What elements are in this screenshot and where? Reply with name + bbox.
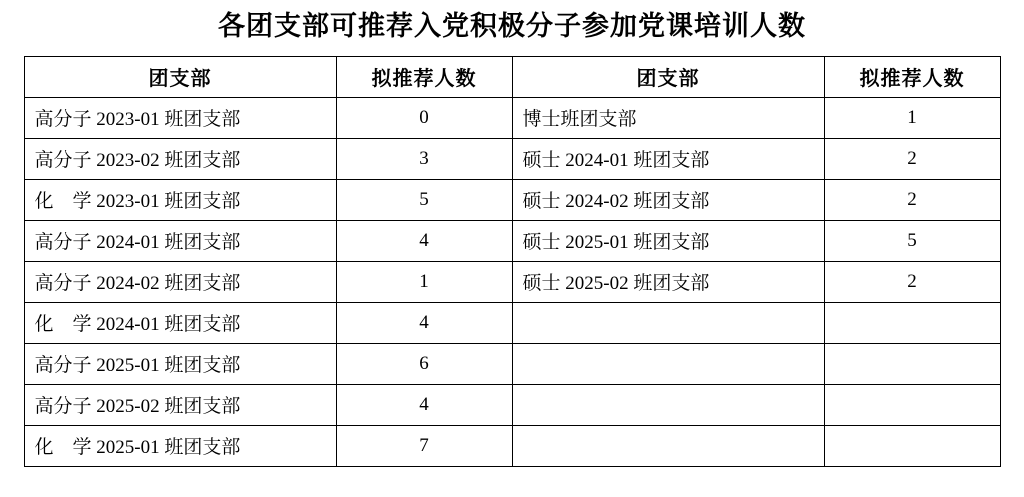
table-row (24, 302, 1000, 343)
branch-name-right-empty (512, 302, 824, 343)
branch-count-left: 4 (336, 302, 512, 343)
table-row (24, 97, 1000, 138)
branch-name-left: 高分子 2025-01 班团支部 (24, 343, 336, 384)
branch-count-right-empty (824, 384, 1000, 425)
branch-count-left: 3 (336, 138, 512, 179)
branch-name-right: 硕士 2024-01 班团支部 (512, 138, 824, 179)
branch-name-left: 高分子 2023-02 班团支部 (24, 138, 336, 179)
table-row (24, 220, 1000, 261)
branch-name-right-empty (512, 343, 824, 384)
branch-name-right: 硕士 2024-02 班团支部 (512, 179, 824, 220)
branch-name-left: 化 学 2025-01 班团支部 (24, 425, 336, 466)
branch-name-left: 化 学 2023-01 班团支部 (24, 179, 336, 220)
branch-name-left: 高分子 2024-01 班团支部 (24, 220, 336, 261)
branch-name-left: 高分子 2024-02 班团支部 (24, 261, 336, 302)
branch-count-right: 2 (824, 179, 1000, 220)
branch-count-left: 6 (336, 343, 512, 384)
recommendation-table (24, 56, 1001, 467)
branch-name-right: 博士班团支部 (512, 97, 824, 138)
branch-name-right: 硕士 2025-02 班团支部 (512, 261, 824, 302)
branch-count-left: 7 (336, 425, 512, 466)
branch-count-left: 0 (336, 97, 512, 138)
table-header-row (24, 56, 1000, 97)
column-header-count-left: 拟推荐人数 (336, 56, 512, 97)
page-title: 各团支部可推荐入党积极分子参加党课培训人数 (218, 11, 806, 41)
branch-count-right-empty (824, 343, 1000, 384)
table-row (24, 343, 1000, 384)
table-row (24, 384, 1000, 425)
column-header-count-right: 拟推荐人数 (824, 56, 1000, 97)
table-header (24, 56, 1000, 97)
branch-count-right-empty (824, 302, 1000, 343)
branch-name-right: 硕士 2025-01 班团支部 (512, 220, 824, 261)
column-header-branch-right: 团支部 (512, 56, 824, 97)
column-header-branch-left: 团支部 (24, 56, 336, 97)
branch-name-right-empty (512, 384, 824, 425)
branch-count-left: 1 (336, 261, 512, 302)
table-row (24, 179, 1000, 220)
branch-count-right: 2 (824, 138, 1000, 179)
table-row (24, 138, 1000, 179)
branch-count-right: 1 (824, 97, 1000, 138)
branch-name-left: 高分子 2025-02 班团支部 (24, 384, 336, 425)
branch-count-right-empty (824, 425, 1000, 466)
table-row (24, 425, 1000, 466)
table-row (24, 261, 1000, 302)
branch-count-right: 2 (824, 261, 1000, 302)
branch-name-left: 高分子 2023-01 班团支部 (24, 97, 336, 138)
branch-count-left: 5 (336, 179, 512, 220)
branch-count-left: 4 (336, 384, 512, 425)
branch-count-right: 5 (824, 220, 1000, 261)
branch-name-right-empty (512, 425, 824, 466)
branch-name-left: 化 学 2024-01 班团支部 (24, 302, 336, 343)
table-body (24, 97, 1000, 466)
branch-count-left: 4 (336, 220, 512, 261)
